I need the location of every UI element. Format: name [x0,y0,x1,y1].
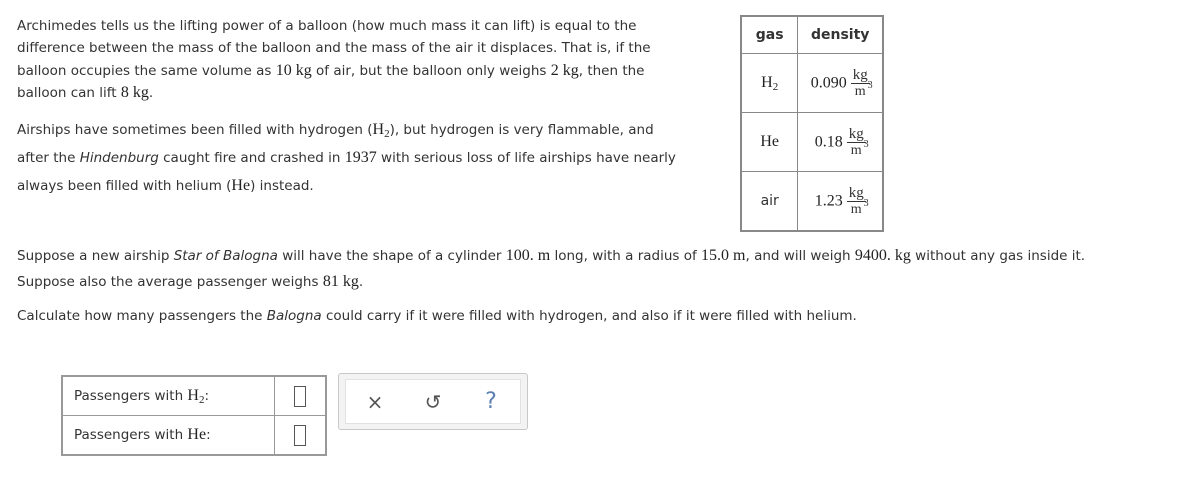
answer-row-h2 [62,376,326,416]
intro-paragraph [17,16,717,104]
text: Passengers with [74,427,188,443]
unit-fraction [847,184,869,218]
text: : [204,387,210,404]
text: . [358,274,364,290]
answer-input-cell [275,376,327,416]
subscript: 2 [772,80,779,93]
answer-label-h2 [62,376,275,416]
help-icon[interactable]: ? [485,389,497,414]
text: ) instead. [250,178,314,194]
hindenburg-name: Hindenburg [79,150,159,166]
intro-line-3 [17,60,717,82]
density-cell [798,54,883,113]
text: . [148,85,154,101]
question-line-3 [17,306,857,327]
text: ), but hydrogen is very flammable, and [389,122,654,138]
subscript: 2 [384,128,390,140]
passengers-he-input[interactable] [294,425,306,446]
exponent: 3 [863,197,869,209]
table-row [741,54,883,113]
history-line-1 [17,119,676,147]
answer-input-cell [275,416,327,456]
text: , then the [578,63,645,79]
text: Airships have sometimes been filled with hydrogen ( [17,122,373,138]
density-value: 0.18 [814,133,843,150]
math-airship-mass: 9400. kg [854,247,911,264]
text: Suppose also the average passenger weighs [17,274,323,290]
answer-tools-panel [338,373,528,430]
undo-icon[interactable]: ↺ [424,389,442,414]
math-year: 1937 [344,149,377,166]
airship-name: Star of Balogna [173,248,278,264]
question-line-2 [17,271,363,293]
unit-numerator: kg [848,184,864,201]
unit-fraction [851,66,873,100]
text: m [850,142,862,158]
density-cell [798,172,883,232]
text: H [372,121,385,138]
gas-symbol: H [761,73,773,91]
text: with serious loss of life airships have nearly [376,150,676,166]
math-passenger-mass: 81 kg [322,273,359,290]
text: m [854,83,866,99]
text: long, with a radius of [550,248,702,264]
table-row [741,113,883,172]
intro-line-4 [17,82,717,104]
history-line-3 [17,175,676,203]
math-he: He [231,177,251,194]
header-density: density [798,16,883,54]
passengers-h2-input[interactable] [294,386,306,407]
history-line-2 [17,147,676,175]
text: without any gas inside it. [910,248,1086,264]
gas-symbol: He [760,133,780,150]
math-mass-balloon: 2 kg [550,62,579,79]
gas-cell [741,54,798,113]
math-lift: 8 kg [120,84,149,101]
gas-cell [741,113,798,172]
density-value: 1.23 [814,192,843,209]
density-table-header [741,16,883,54]
unit-fraction [847,125,869,159]
text: Calculate how many passengers the [17,308,267,324]
text: will have the shape of a cylinder [277,248,506,264]
answer-row-he [62,416,326,456]
text: , and will weigh [745,248,855,264]
text: caught fire and crashed in [158,150,345,166]
text: Passengers with [74,387,188,404]
density-table [740,15,884,232]
text: Suppose a new airship [17,248,174,264]
unit-denominator [850,138,869,159]
text: could carry if it were filled with hydrogen, and also if it were filled with helium. [321,308,857,324]
subscript: 2 [198,393,205,406]
header-gas: gas [741,16,798,54]
exponent: 3 [863,138,869,150]
text: : [206,427,211,443]
text: always been filled with helium ( [17,178,232,194]
answer-tools-inner [345,379,521,424]
density-cell [798,113,883,172]
answer-label-he [62,416,275,456]
gas-cell [741,172,798,232]
text: balloon occupies the same volume as [17,63,276,79]
text: H [187,386,199,404]
unit-numerator: kg [852,66,868,83]
history-paragraph [17,119,676,203]
density-value: 0.090 [810,74,847,91]
unit-denominator [850,197,869,218]
text: m [850,201,862,217]
airship-short-name: Balogna [266,308,322,324]
intro-line-1: Archimedes tells us the lifting power of a balloon (how much mass it can lift) is equal to the [17,18,637,34]
math-length: 100. m [505,247,551,264]
math-h2 [373,121,390,138]
clear-icon[interactable]: × [366,389,384,414]
text: balloon can lift [17,85,121,101]
table-row [741,172,883,232]
exponent: 3 [867,79,873,91]
unit-numerator: kg [848,125,864,142]
text: after the [17,150,80,166]
math-h2 [187,387,204,404]
answer-table [61,375,327,456]
gas-symbol: air [760,193,779,209]
question-line-1 [17,245,1085,267]
unit-denominator [854,79,873,100]
math-he: He [187,426,207,443]
math-mass-air: 10 kg [275,62,312,79]
intro-line-2: difference between the mass of the balloon and the mass of the air it displaces. That is, if the [17,40,651,56]
math-radius: 15.0 m [701,247,746,264]
text: of air, but the balloon only weighs [311,63,551,79]
